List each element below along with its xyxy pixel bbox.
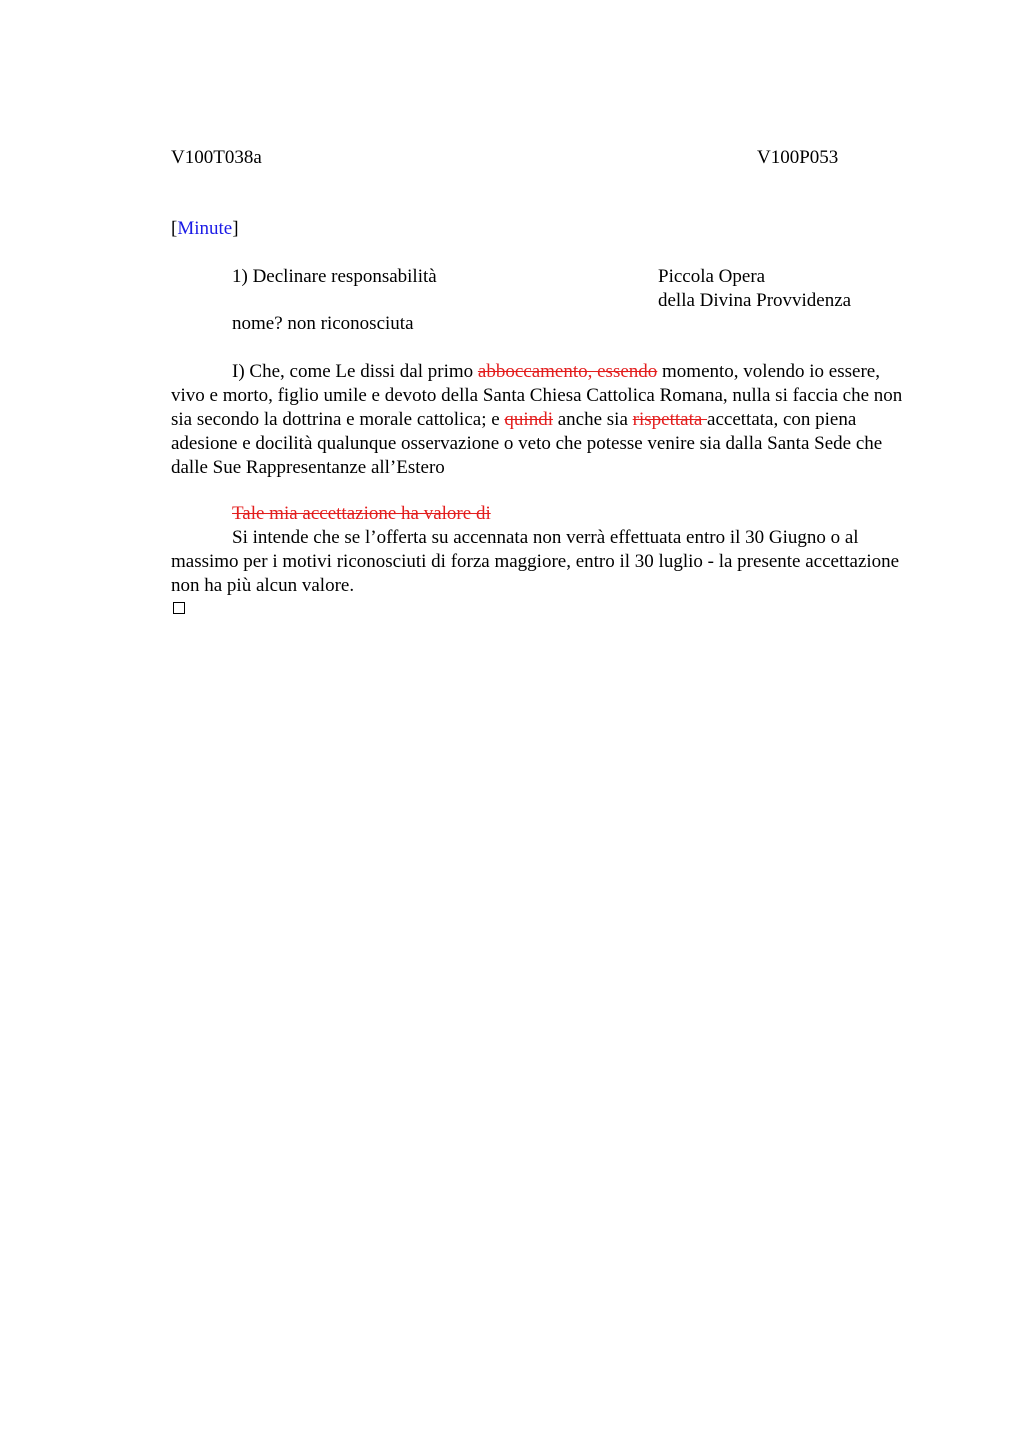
addressee-line-1: Piccola Opera [658, 266, 766, 287]
section-label [171, 217, 239, 241]
paragraph-one-text-3: anche sia [552, 409, 633, 430]
paragraph-one-text-4: accettata, con piena adesione e docilità qualunque osservazione o veto che potesse venire sia dalla Santa Sede che dalle Sue Rappresentanze all’Estero [171, 409, 883, 478]
deleted-text: Tale mia accettazione ha valore di [232, 503, 491, 524]
document-code-right: V100P053 [757, 147, 839, 168]
deleted-text: rispettata [632, 409, 708, 430]
paragraph-one [171, 360, 916, 480]
end-square-marker [173, 602, 185, 614]
deleted-line [232, 502, 491, 526]
paragraph-two: Si intende che se l’offerta su accennata non verrà effettuata entro il 30 Giugno o al massimo per i motivi riconosciuti di forza maggiore, entro il 30 luglio - la presente accettazione non ha più alcun valore. [171, 527, 900, 596]
deleted-text: quindi [504, 409, 553, 430]
section-label-open-bracket: [ [171, 218, 178, 239]
note-name-unrecognized: nome? non riconosciuta [232, 313, 414, 334]
section-label-text: Minute [177, 218, 233, 239]
paragraph-one-text-1: I) Che, come Le dissi dal primo [232, 361, 478, 382]
deleted-text: abboccamento, essendo [477, 361, 658, 382]
note-declinare: 1) Declinare responsabilità [232, 266, 437, 287]
section-label-close-bracket: ] [232, 218, 239, 239]
addressee-line-2: della Divina Provvidenza [658, 290, 852, 311]
document-code-left: V100T038a [171, 147, 262, 168]
paragraph-one-text-2: momento, volendo io essere, vivo e morto, figlio umile e devoto della Santa Chiesa Cattolica Romana, nulla si faccia che non sia secondo la dottrina e morale cattolica; e [171, 361, 903, 430]
